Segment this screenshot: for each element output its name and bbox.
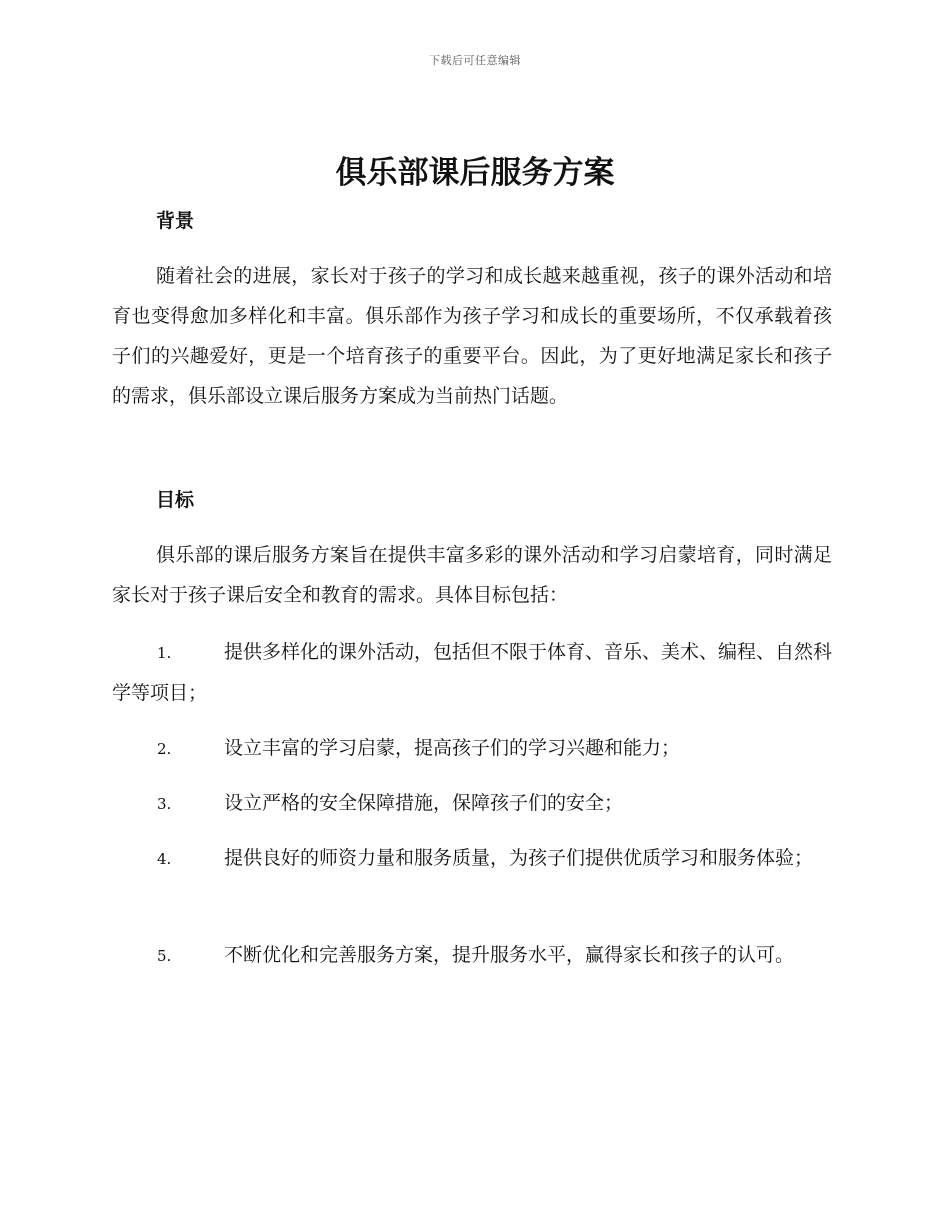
- list-item-number: 3.: [157, 795, 172, 813]
- list-item-number: 1.: [157, 644, 172, 662]
- goal-list-item: [112, 632, 832, 713]
- list-item-text: 设立严格的安全保障措施，保障孩子们的安全；: [224, 792, 624, 814]
- section-heading-goals: 目标: [156, 489, 195, 511]
- list-item-number: 4.: [157, 850, 172, 868]
- list-item-text: 不断优化和完善服务方案，提升服务水平，赢得家长和孩子的认可。: [224, 944, 795, 966]
- list-item-number: 2.: [157, 740, 172, 758]
- page-header-note: 下载后可任意编辑: [429, 54, 521, 67]
- goal-list-item: [112, 935, 832, 976]
- goals-paragraph: 俱乐部的课后服务方案旨在提供丰富多彩的课外活动和学习启蒙培育，同时满足家长对于孩子课后安全和教育的需求。具体目标包括：: [112, 544, 832, 606]
- list-item-text: 提供多样化的课外活动，包括但不限于体育、音乐、美术、编程、自然科学等项目；: [112, 641, 833, 704]
- goal-list-item: [112, 783, 832, 824]
- list-item-number: 5.: [157, 947, 172, 965]
- goal-list-item: [112, 838, 832, 879]
- list-item-text: 设立丰富的学习启蒙，提高孩子们的学习兴趣和能力；: [224, 737, 681, 759]
- section-heading-background: 背景: [156, 210, 195, 232]
- goal-list-item: [112, 728, 832, 769]
- list-item-text: 提供良好的师资力量和服务质量，为孩子们提供优质学习和服务体验；: [224, 847, 814, 869]
- document-title: 俱乐部课后服务方案: [335, 155, 615, 191]
- background-paragraph: 随着社会的进展，家长对于孩子的学习和成长越来越重视，孩子的课外活动和培育也变得愈加多样化和丰富。俱乐部作为孩子学习和成长的重要场所，不仅承载着孩子们的兴趣爱好，更是一个培育孩子的重要平台。因此，为了更好地满足家长和孩子的需求，俱乐部设立课后服务方案成为当前热门话题。: [112, 265, 832, 407]
